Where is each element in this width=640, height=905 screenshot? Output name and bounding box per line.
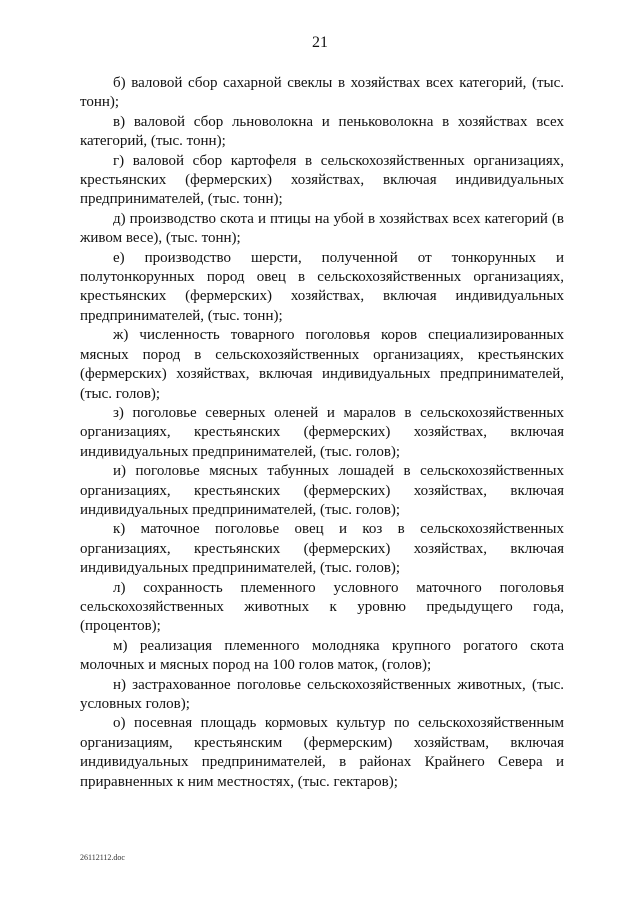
document-file-code: 26112112.doc <box>80 853 125 862</box>
list-item-l: л) сохранность племенного условного маточного поголовья сельскохозяйственных животных к уровню предыдущего года, (процентов); <box>80 579 564 635</box>
list-item-d: д) производство скота и птицы на убой в хозяйствах всех категорий (в живом весе), (тыс. тонн); <box>80 210 564 247</box>
list-item-v: в) валовой сбор льноволокна и пеньковолокна в хозяйствах всех категорий, (тыс. тонн); <box>80 113 564 150</box>
list-item-m: м) реализация племенного молодняка крупного рогатого скота молочных и мясных пород на 100 голов маток, (голов); <box>80 637 564 674</box>
list-item-z: з) поголовье северных оленей и маралов в сельскохозяйственных организациях, крестьянских (фермерских) хозяйствах, включая индивидуальных предпринимателей, (тыс. голов); <box>80 404 564 460</box>
page-number: 21 <box>312 34 328 51</box>
list-item-k: к) маточное поголовье овец и коз в сельскохозяйственных организациях, крестьянских (фермерских) хозяйствах, включая индивидуальных предпринимателей, (тыс. голов); <box>80 521 564 577</box>
list-item-n: н) застрахованное поголовье сельскохозяйственных животных, (тыс. условных голов); <box>80 676 564 712</box>
list-item-e: е) производство шерсти, полученной от тонкорунных и полутонкорунных пород овец в сельскохозяйственных организациях, крестьянских (фермерских) хозяйствах, включая индивидуальных предпринимателей, (тыс. тонн); <box>80 249 564 324</box>
list-item-zh: ж) численность товарного поголовья коров специализированных мясных пород в сельскохозяйственных организациях, крестьянских (фермерских) хозяйствах, включая индивидуальных предпринимателей, (тыс. голов); <box>80 327 564 402</box>
list-item-i: и) поголовье мясных табунных лошадей в сельскохозяйственных организациях, крестьянских (фермерских) хозяйствах, включая индивидуальных предпринимателей, (тыс. голов); <box>80 463 564 518</box>
list-item-b: б) валовой сбор сахарной свеклы в хозяйствах всех категорий, (тыс. тонн); <box>80 75 564 111</box>
list-item-g: г) валовой сбор картофеля в сельскохозяйственных организациях, крестьянских (фермерских) хозяйствах, включая индивидуальных предпринимателей, (тыс. тонн); <box>80 152 564 208</box>
indicator-list <box>80 74 564 792</box>
list-item-o: о) посевная площадь кормовых культур по сельскохозяйственным организациям, крестьянским (фермерским) хозяйствам, включая индивидуальных предпринимателей, в районах Крайнего Севера и приравненных к ним местностях, (тыс. гектаров); <box>80 715 564 790</box>
